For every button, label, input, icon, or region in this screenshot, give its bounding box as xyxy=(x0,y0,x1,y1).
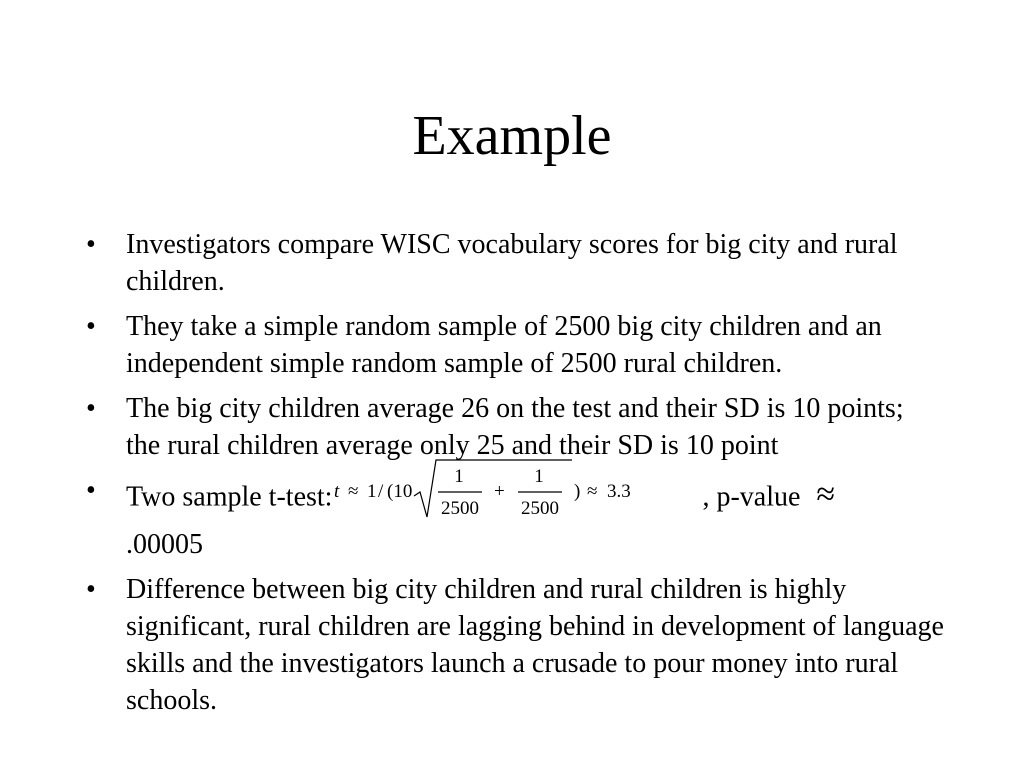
ttest-prefix: Two sample t-test: xyxy=(126,481,333,513)
eq-den-1: 2500 xyxy=(441,498,480,519)
bullet-list xyxy=(84,226,944,727)
eq-open: (10 xyxy=(387,481,413,502)
eq-close: ) xyxy=(574,481,581,502)
bullet-icon: • xyxy=(86,475,96,506)
approx-symbol: ≈ xyxy=(816,476,836,514)
bullet-text: Investigators compare WISC vocabulary scores for big city and rural children. xyxy=(126,229,898,297)
bullet-item-ttest xyxy=(84,466,944,563)
slide-title: Example xyxy=(412,105,612,167)
bullet-icon: • xyxy=(86,229,96,260)
t-statistic-equation xyxy=(332,454,648,526)
bullet-icon: • xyxy=(86,311,96,342)
equation-svg xyxy=(332,454,648,526)
bullet-text: Difference between big city children and rural children is highly significant, rural children are lagging behind in development of language skills and the investigators launch a crusade to pour money into rural schools. xyxy=(126,574,944,716)
bullet-text: They take a simple random sample of 2500 big city children and an independent simple random sample of 2500 rural children. xyxy=(126,311,882,379)
bullet-icon: • xyxy=(86,574,96,605)
eq-approx-2: ≈ xyxy=(587,481,598,502)
bullet-icon: • xyxy=(86,393,96,424)
bullet-item xyxy=(84,571,944,719)
eq-one: 1 xyxy=(367,481,377,502)
bullet-item xyxy=(84,226,944,300)
eq-num-1: 1 xyxy=(454,466,465,487)
eq-approx-1: ≈ xyxy=(348,481,359,502)
eq-den-2: 2500 xyxy=(521,498,560,519)
eq-slash: / xyxy=(378,481,384,502)
ttest-suffix: , p-value xyxy=(702,481,801,513)
ttest-continuation: .00005 xyxy=(126,529,203,560)
eq-num-2: 1 xyxy=(534,466,545,487)
eq-result: 3.3 xyxy=(607,481,632,502)
bullet-text: The big city children average 26 on the test and their SD is 10 points; the rural children average only 25 and their SD is 10 point xyxy=(126,393,904,461)
eq-t: t xyxy=(334,481,340,502)
bullet-item xyxy=(84,390,944,464)
bullet-item xyxy=(84,308,944,382)
eq-plus: + xyxy=(494,481,506,502)
